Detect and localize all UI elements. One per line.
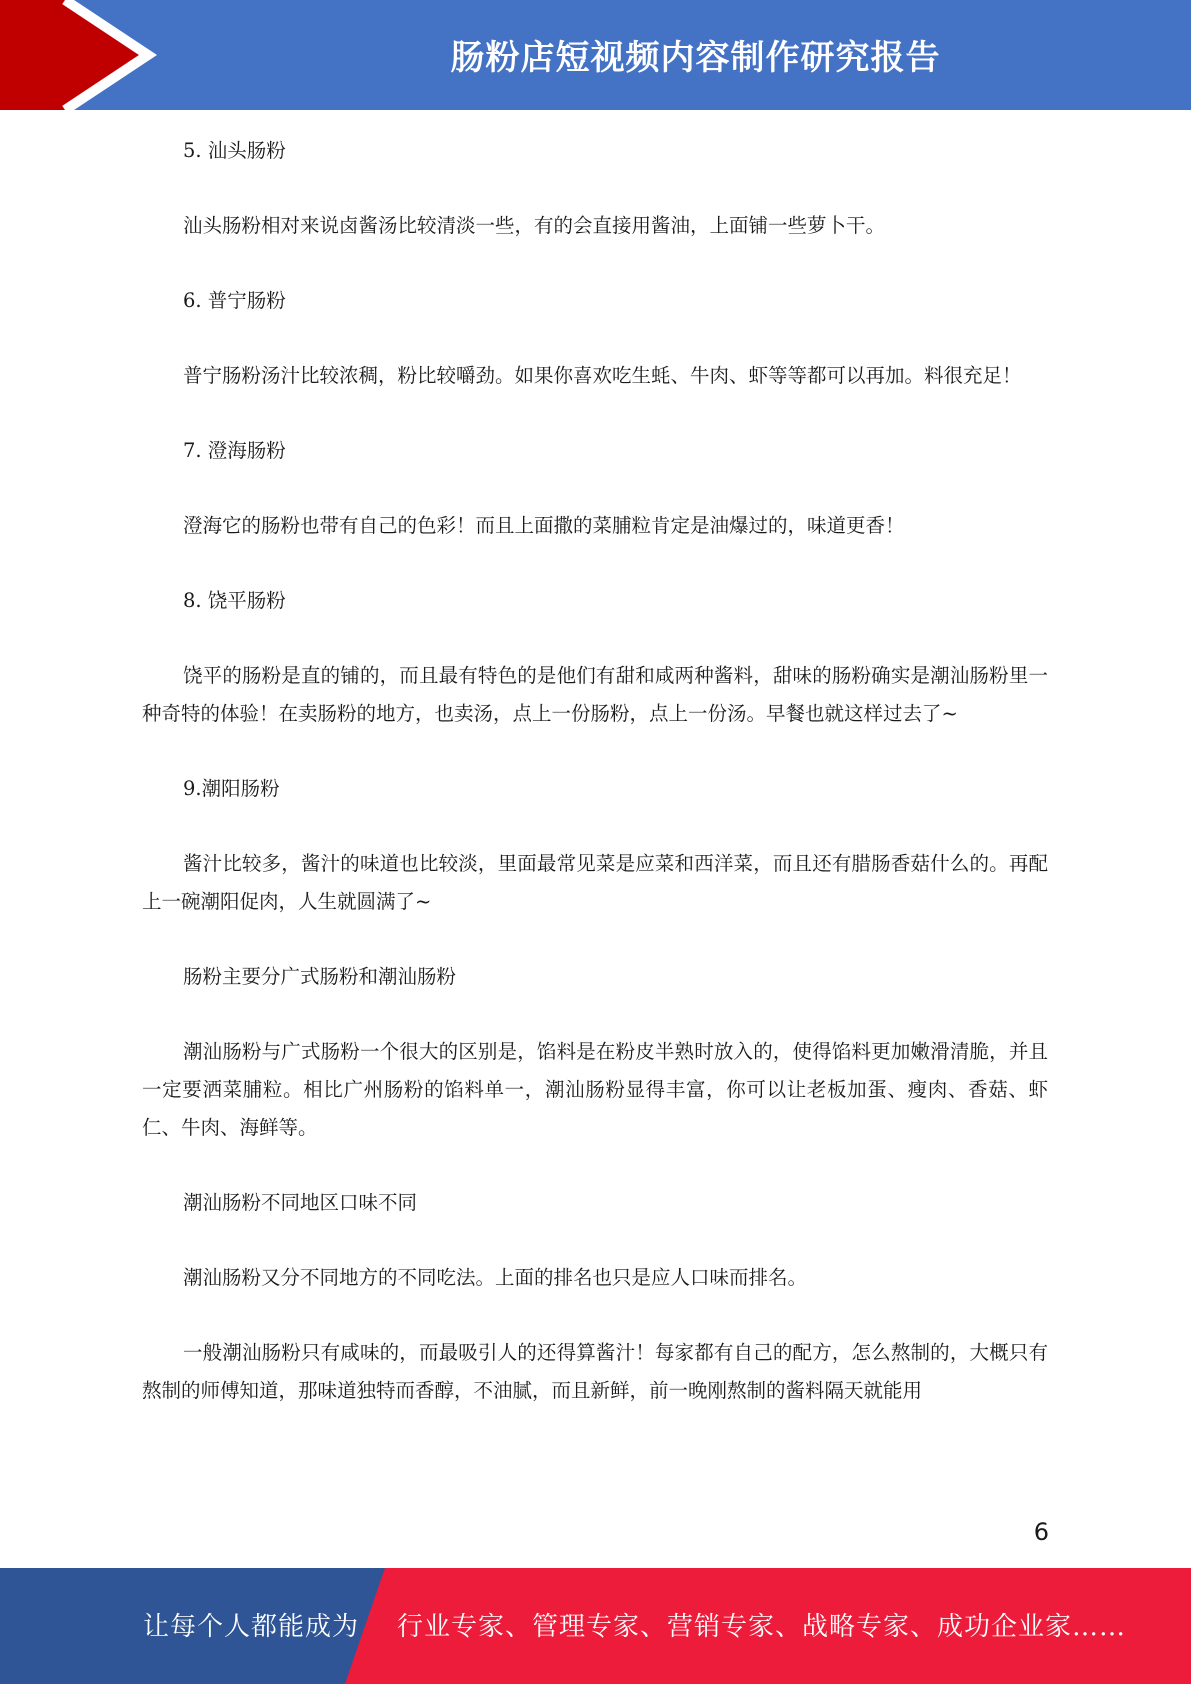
paragraph: 饶平的肠粉是直的铺的，而且最有特色的是他们有甜和咸两种酱料，甜味的肠粉确实是潮汕肠粉里一种奇特的体验！在卖肠粉的地方，也卖汤，点上一份肠粉，点上一份汤。早餐也就这样过去了~ bbox=[142, 664, 1048, 725]
page-header bbox=[0, 0, 1191, 110]
paragraph: 潮汕肠粉又分不同地方的不同吃法。上面的排名也只是应人口味而排名。 bbox=[183, 1266, 808, 1289]
paragraph: 澄海它的肠粉也带有自己的色彩！而且上面撒的菜脯粒肯定是油爆过的，味道更香！ bbox=[183, 514, 905, 537]
paragraph: 普宁肠粉汤汁比较浓稠，粉比较嚼劲。如果你喜欢吃生蚝、牛肉、虾等等都可以再加。料很充足！ bbox=[183, 364, 1022, 387]
paragraph: 7. 澄海肠粉 bbox=[183, 439, 286, 462]
paragraph: 6. 普宁肠粉 bbox=[183, 289, 286, 312]
paragraph: 肠粉主要分广式肠粉和潮汕肠粉 bbox=[183, 965, 457, 988]
paragraph: 9.潮阳肠粉 bbox=[183, 777, 280, 800]
page-number: 6 bbox=[1033, 1518, 1049, 1546]
report-title: 肠粉店短视频内容制作研究报告 bbox=[450, 38, 941, 78]
paragraph: 潮汕肠粉不同地区口味不同 bbox=[183, 1191, 418, 1214]
paragraph: 8. 饶平肠粉 bbox=[183, 589, 286, 612]
paragraph: 5. 汕头肠粉 bbox=[183, 139, 286, 162]
header-red-chevron bbox=[0, 0, 148, 110]
paragraph: 潮汕肠粉与广式肠粉一个很大的区别是，馅料是在粉皮半熟时放入的，使得馅料更加嫩滑清脆，并且一定要洒菜脯粒。相比广州肠粉的馅料单一，潮汕肠粉显得丰富，你可以让老板加蛋、瘦肉、香菇、虾仁、牛肉、海鲜等。 bbox=[142, 1040, 1048, 1139]
document-body bbox=[142, 132, 1048, 1447]
paragraph: 汕头肠粉相对来说卤酱汤比较清淡一些，有的会直接用酱油，上面铺一些萝卜干。 bbox=[183, 214, 886, 237]
footer-slogan-right: 行业专家、管理专家、营销专家、战略专家、成功企业家…… bbox=[397, 1612, 1127, 1642]
footer-slogan-left: 让每个人都能成为 bbox=[143, 1612, 360, 1642]
page-footer bbox=[0, 1568, 1191, 1684]
paragraph: 酱汁比较多，酱汁的味道也比较淡，里面最常见菜是应菜和西洋菜，而且还有腊肠香菇什么的。再配上一碗潮阳促肉，人生就圆满了~ bbox=[142, 852, 1048, 913]
paragraph: 一般潮汕肠粉只有咸味的，而最吸引人的还得算酱汁！每家都有自己的配方，怎么熬制的，大概只有熬制的师傅知道，那味道独特而香醇，不油腻，而且新鲜，前一晚刚熬制的酱料隔天就能用 bbox=[142, 1341, 1048, 1402]
